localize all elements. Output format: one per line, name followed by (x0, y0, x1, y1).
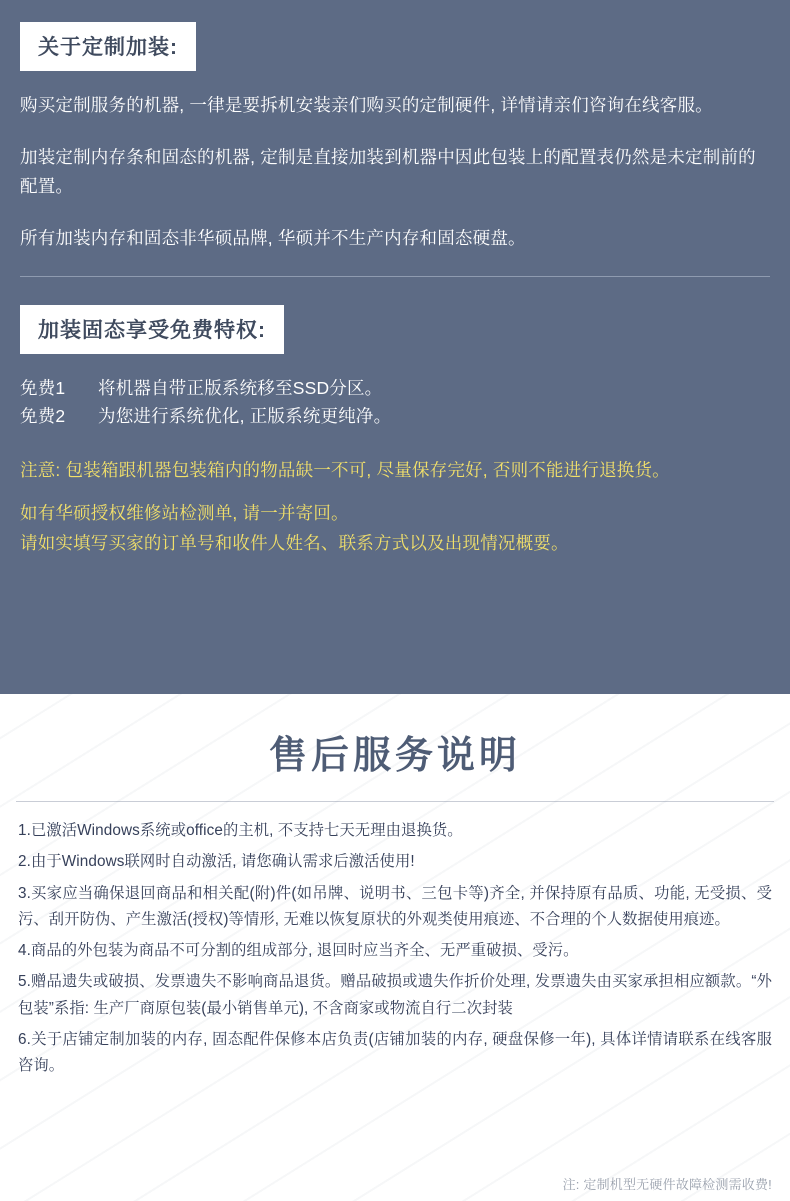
list-item: 4.商品的外包装为商品不可分割的组成部分, 退回时应当齐全、无严重破损、受污。 (18, 942, 579, 960)
free-item-tag: 免费1 (20, 378, 66, 399)
notice-packaging: 注意: 包装箱跟机器包装箱内的物品缺一不可, 尽量保存完好, 否则不能进行退换货。 (20, 460, 670, 481)
list-item (20, 374, 770, 402)
list-item (20, 402, 770, 430)
title-divider (16, 801, 774, 802)
page-title: 售后服务说明 (268, 735, 521, 777)
footnote-detection-fee: 注: 定制机型无硬件故障检测需收费! (562, 1177, 772, 1192)
list-item: 3.买家应当确保退回商品和相关配(附)件(如吊牌、说明书、三包卡等)齐全, 并保持原有品质、功能, 无受损、受污、刮开防伪、产生激活(授权)等情形, 无难以恢复原状的外观类使用痕迹、不合理的个人数据使用痕迹。 (18, 884, 772, 928)
list-item: 5.赠品遗失或破损、发票遗失不影响商品退货。赠品破损或遗失作折价处理, 发票遗失由买家承担相应额款。“外包装”系指: 生产厂商原包装(最小销售单元), 不含商家或物流自行二次封装 (18, 973, 772, 1017)
paragraph-custom-service: 购买定制服务的机器, 一律是要拆机安装亲们购买的定制硬件, 详情请亲们咨询在线客服。 (20, 95, 713, 115)
paragraph-brand-disclaimer: 所有加装内存和固态非华硕品牌, 华硕并不生产内存和固态硬盘。 (20, 228, 526, 249)
notice-order-info: 请如实填写买家的订单号和收件人姓名、联系方式以及出现情况概要。 (20, 533, 569, 554)
section-heading-free-privilege: 加装固态享受免费特权: (20, 305, 284, 354)
free-privilege-list (20, 374, 770, 430)
free-item-tag: 免费2 (20, 406, 66, 427)
free-item-text: 将机器自带正版系统移至SSD分区。 (98, 378, 383, 399)
list-item: 2.由于Windows联网时自动激活, 请您确认需求后激活使用! (18, 853, 415, 871)
list-item: 6.关于店铺定制加装的内存, 固态配件保修本店负责(店铺加装的内存, 硬盘保修一年), 具体详情请联系在线客服咨询。 (18, 1031, 772, 1075)
list-item: 1.已激活Windows系统或office的主机, 不支持七天无理由退换货。 (18, 822, 463, 839)
section-heading-custom-install: 关于定制加装: (20, 22, 196, 71)
terms-list (0, 818, 790, 1080)
free-item-text: 为您进行系统优化, 正版系统更纯净。 (98, 406, 392, 427)
notice-repair-form: 如有华硕授权维修站检测单, 请一并寄回。 (20, 502, 349, 523)
paragraph-config-label: 加装定制内存条和固态的机器, 定制是直接加装到机器中因此包装上的配置表仍然是未定制前的配置。 (20, 147, 756, 196)
after-sales-section (0, 694, 790, 1201)
custom-install-section (0, 0, 790, 557)
section-divider (20, 276, 770, 277)
